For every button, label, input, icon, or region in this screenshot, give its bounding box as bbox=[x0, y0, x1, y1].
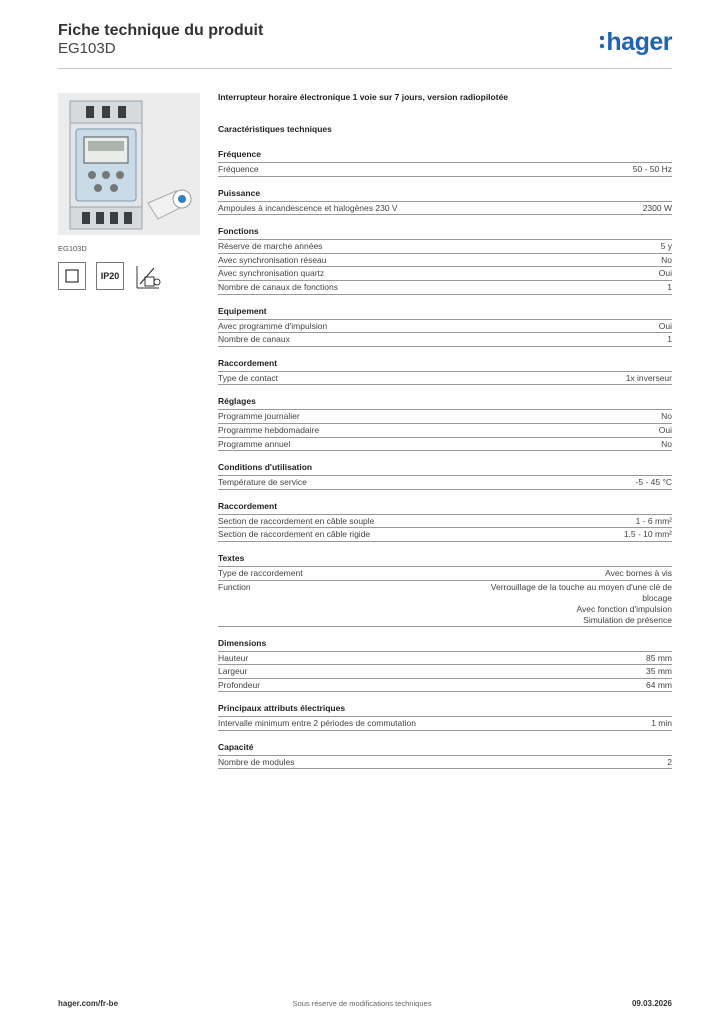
footer-website: hager.com/fr-be bbox=[58, 999, 119, 1008]
spec-row bbox=[218, 756, 672, 770]
spec-value: 1 bbox=[667, 281, 672, 292]
spec-section bbox=[218, 742, 672, 770]
spec-row bbox=[218, 163, 672, 177]
section-title: Puissance bbox=[218, 188, 672, 202]
product-image bbox=[58, 93, 200, 235]
brand-logo bbox=[600, 28, 672, 57]
spec-label: Section de raccordement en câble rigide bbox=[218, 529, 371, 540]
spec-value: No bbox=[661, 254, 672, 265]
spec-row bbox=[218, 254, 672, 268]
spec-label: Nombre de modules bbox=[218, 756, 295, 767]
spec-value: Verrouillage de la touche au moyen d'une clé de blocage Avec fonction d'impulsion Simulation de présence bbox=[490, 581, 672, 625]
spec-section bbox=[218, 553, 672, 627]
spec-row bbox=[218, 567, 672, 581]
spec-section bbox=[218, 306, 672, 347]
logo-text: hager bbox=[606, 28, 672, 56]
spec-row bbox=[218, 410, 672, 424]
clock-sync-icon bbox=[134, 262, 162, 290]
footer-disclaimer: Sous réserve de modifications techniques bbox=[292, 999, 432, 1008]
spec-value: No bbox=[661, 438, 672, 449]
spec-heading: Caractéristiques techniques bbox=[218, 124, 332, 134]
spec-value: 1 bbox=[667, 334, 672, 345]
ip20-icon bbox=[96, 262, 124, 290]
spec-row bbox=[218, 528, 672, 542]
spec-row bbox=[218, 717, 672, 731]
spec-value: Oui bbox=[658, 320, 672, 331]
spec-section bbox=[218, 396, 672, 451]
spec-row bbox=[218, 372, 672, 386]
spec-value: Oui bbox=[658, 424, 672, 435]
spec-label: Réserve de marche années bbox=[218, 241, 323, 252]
spec-value: Avec bornes à vis bbox=[605, 567, 672, 578]
product-reference: EG103D bbox=[58, 40, 116, 57]
spec-section bbox=[218, 226, 672, 294]
section-title: Equipement bbox=[218, 306, 672, 320]
double-insulation-square-icon bbox=[58, 262, 86, 290]
spec-section bbox=[218, 501, 672, 542]
page-title: Fiche technique du produit bbox=[58, 22, 264, 39]
spec-row bbox=[218, 320, 672, 334]
product-description: Interrupteur horaire électronique 1 voie sur 7 jours, version radiopilotée bbox=[218, 92, 509, 102]
section-title: Raccordement bbox=[218, 358, 672, 372]
spec-row bbox=[218, 665, 672, 679]
time-switch-device-icon bbox=[58, 93, 200, 235]
section-title: Textes bbox=[218, 553, 672, 567]
spec-label: Type de raccordement bbox=[218, 567, 303, 578]
spec-label: Programme annuel bbox=[218, 438, 291, 449]
spec-row bbox=[218, 476, 672, 490]
section-title: Raccordement bbox=[218, 501, 672, 515]
spec-value: 2 bbox=[667, 756, 672, 767]
spec-section bbox=[218, 188, 672, 216]
spec-row bbox=[218, 267, 672, 281]
spec-value: 64 mm bbox=[646, 679, 672, 690]
spec-label: Profondeur bbox=[218, 679, 261, 690]
spec-row bbox=[218, 652, 672, 666]
section-title: Capacité bbox=[218, 742, 672, 756]
header-divider bbox=[58, 68, 672, 69]
spec-section bbox=[218, 149, 672, 177]
spec-content bbox=[218, 92, 672, 769]
spec-row bbox=[218, 515, 672, 529]
spec-value: 1x inverseur bbox=[625, 372, 672, 383]
spec-label: Section de raccordement en câble souple bbox=[218, 515, 375, 526]
spec-value: 1 min bbox=[651, 718, 672, 729]
ip20-label: IP20 bbox=[100, 271, 120, 281]
spec-value: 1 - 6 mm² bbox=[635, 515, 672, 526]
spec-label: Hauteur bbox=[218, 652, 249, 663]
spec-section bbox=[218, 638, 672, 693]
spec-sections bbox=[218, 149, 672, 769]
spec-value: No bbox=[661, 411, 672, 422]
spec-section bbox=[218, 703, 672, 731]
spec-value: 2300 W bbox=[642, 202, 672, 213]
spec-row bbox=[218, 424, 672, 438]
spec-label: Type de contact bbox=[218, 372, 279, 383]
spec-label: Avec programme d'impulsion bbox=[218, 320, 328, 331]
spec-value: 1.5 - 10 mm² bbox=[623, 529, 672, 540]
spec-label: Avec synchronisation réseau bbox=[218, 254, 327, 265]
spec-value: 50 - 50 Hz bbox=[632, 164, 672, 174]
spec-section bbox=[218, 462, 672, 490]
spec-section bbox=[218, 358, 672, 386]
spec-label: Avec synchronisation quartz bbox=[218, 268, 325, 279]
spec-value: -5 - 45 °C bbox=[635, 477, 672, 488]
spec-label: Programme journalier bbox=[218, 411, 300, 422]
spec-label: Largeur bbox=[218, 666, 248, 677]
section-title: Conditions d'utilisation bbox=[218, 462, 672, 476]
spec-label: Nombre de canaux bbox=[218, 334, 290, 345]
spec-row bbox=[218, 281, 672, 295]
spec-row bbox=[218, 438, 672, 452]
spec-row bbox=[218, 581, 672, 627]
product-image-caption: EG103D bbox=[58, 244, 87, 253]
spec-label: Nombre de canaux de fonctions bbox=[218, 281, 339, 292]
spec-row bbox=[218, 202, 672, 216]
section-title: Fonctions bbox=[218, 226, 672, 240]
spec-label: Function bbox=[218, 581, 251, 592]
spec-row bbox=[218, 333, 672, 347]
logo-dots-icon bbox=[600, 35, 604, 49]
section-title: Fréquence bbox=[218, 149, 672, 163]
spec-label: Intervalle minimum entre 2 périodes de commutation bbox=[218, 718, 416, 729]
footer-date: 09.03.2026 bbox=[631, 999, 672, 1008]
spec-label: Programme hebdomadaire bbox=[218, 424, 320, 435]
spec-value: 5 y bbox=[660, 241, 672, 252]
section-title: Réglages bbox=[218, 396, 672, 410]
spec-label: Fréquence bbox=[218, 164, 259, 174]
spec-row bbox=[218, 679, 672, 693]
spec-value: 85 mm bbox=[646, 652, 672, 663]
spec-value: 35 mm bbox=[646, 666, 672, 677]
spec-label: Ampoules à incandescence et halogènes 230 V bbox=[218, 202, 398, 213]
section-title: Dimensions bbox=[218, 638, 672, 652]
section-title: Principaux attributs électriques bbox=[218, 703, 672, 717]
spec-label: Température de service bbox=[218, 477, 307, 488]
spec-value: Oui bbox=[658, 268, 672, 279]
spec-row bbox=[218, 240, 672, 254]
